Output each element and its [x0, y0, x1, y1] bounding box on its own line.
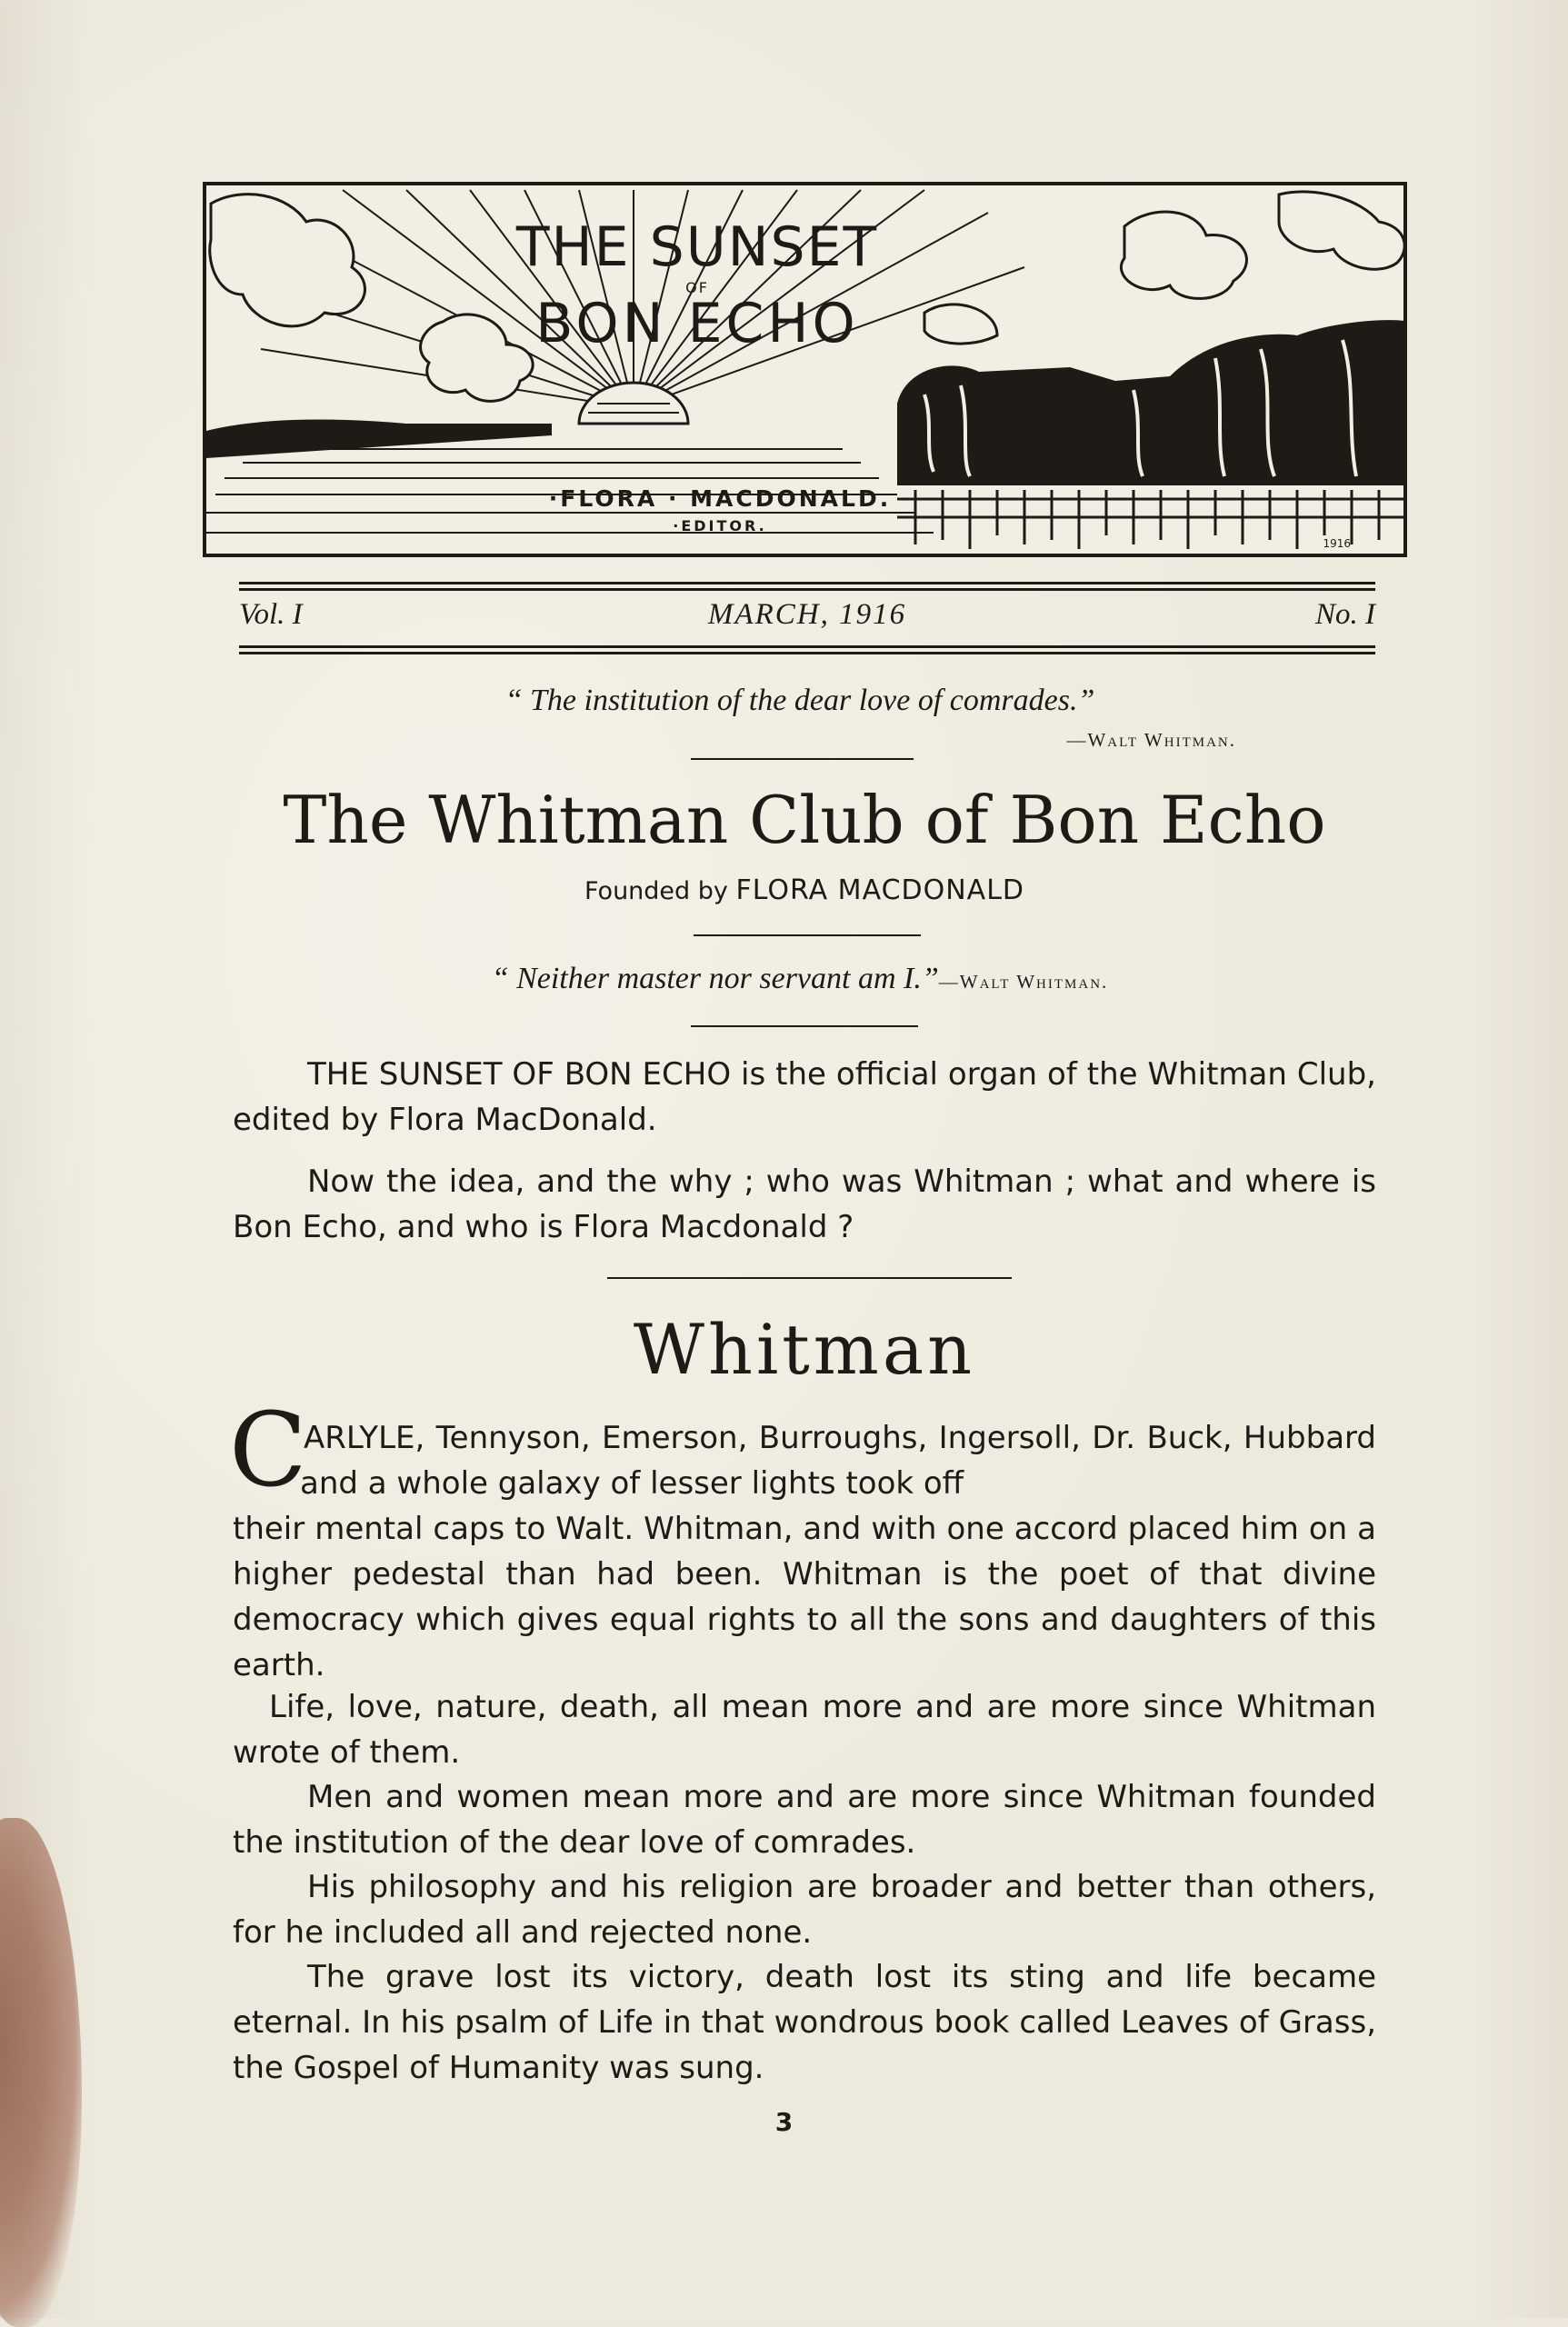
article-paragraph-3: Men and women mean more and are more since Whitman founded the institution of the dear love of comrades. [233, 1779, 1376, 1861]
masthead-editor-name: ·FLORA · MACDONALD. [548, 485, 892, 512]
founder-name: FLORA MACDONALD [735, 874, 1025, 906]
article-paragraph-1-opening: ARLYLE, Tennyson, Emerson, Burroughs, Ingersoll, Dr. Buck, Hubbard and a whole galaxy of lesser lights took off [300, 1420, 1376, 1502]
epigraph-quote: “ The institution of the dear love of comrades.” [504, 684, 1095, 717]
dateline-bottom-rule [239, 645, 1375, 654]
volume-label: Vol. I [239, 598, 303, 631]
dateline [239, 598, 1375, 644]
epigraph-quote-2-text: “ Neither master nor servant am I.” [491, 962, 939, 995]
founded-prefix: Founded by [584, 877, 728, 905]
masthead-artist-initials: 1916 [1323, 537, 1351, 550]
drop-cap: C [229, 1392, 307, 1510]
masthead-title-line2: BON ECHO [535, 292, 859, 355]
article-paragraph-5: The grave lost its victory, death lost its sting and life became eternal. In his psalm of Life in that wondrous book called Leaves of Grass, the Gospel of Humanity was sung. [233, 1959, 1376, 2086]
intro-paragraph-2: Now the idea, and the why ; who was Whitman ; what and where is Bon Echo, and who is Flora Macdonald ? [233, 1164, 1376, 1245]
paper-stain [0, 1818, 82, 2327]
issue-number: No. I [1315, 598, 1375, 631]
epigraph-attribution: —Walt Whitman. [1066, 729, 1236, 751]
article-title: Whitman [633, 1309, 976, 1390]
article-paragraph-1: their mental caps to Walt. Whitman, and with one accord placed him on a higher pedestal than had been. Whitman is the poet of that divine democracy which gives equal rights to all the sons and daughters of this earth. [233, 1511, 1376, 1683]
founded-by-line [182, 874, 1427, 906]
divider [694, 934, 921, 936]
divider [691, 758, 914, 760]
masthead-illustration [203, 182, 1407, 557]
page-number: 3 [774, 2107, 794, 2137]
masthead-title-of: OF [685, 279, 709, 296]
divider [691, 1025, 918, 1027]
masthead-editor-role: ·EDITOR. [673, 517, 767, 534]
issue-date: MARCH, 1916 [707, 598, 907, 631]
epigraph-quote-2 [273, 962, 1327, 996]
intro-paragraph-1: THE SUNSET OF BON ECHO is the official organ of the Whitman Club, edited by Flora MacDonald. [233, 1056, 1376, 1138]
club-title: The Whitman Club of Bon Echo [283, 782, 1326, 858]
dateline-top-rule [239, 582, 1375, 591]
article-paragraph-4: His philosophy and his religion are broader and better than others, for he included all and rejected none. [233, 1869, 1376, 1951]
article-paragraph-2: Life, love, nature, death, all mean more and are more since Whitman wrote of them. [233, 1689, 1376, 1771]
epigraph-quote-2-attribution: —Walt Whitman. [938, 971, 1109, 993]
section-divider [607, 1277, 1012, 1279]
masthead-title-line1: THE SUNSET [515, 215, 879, 279]
